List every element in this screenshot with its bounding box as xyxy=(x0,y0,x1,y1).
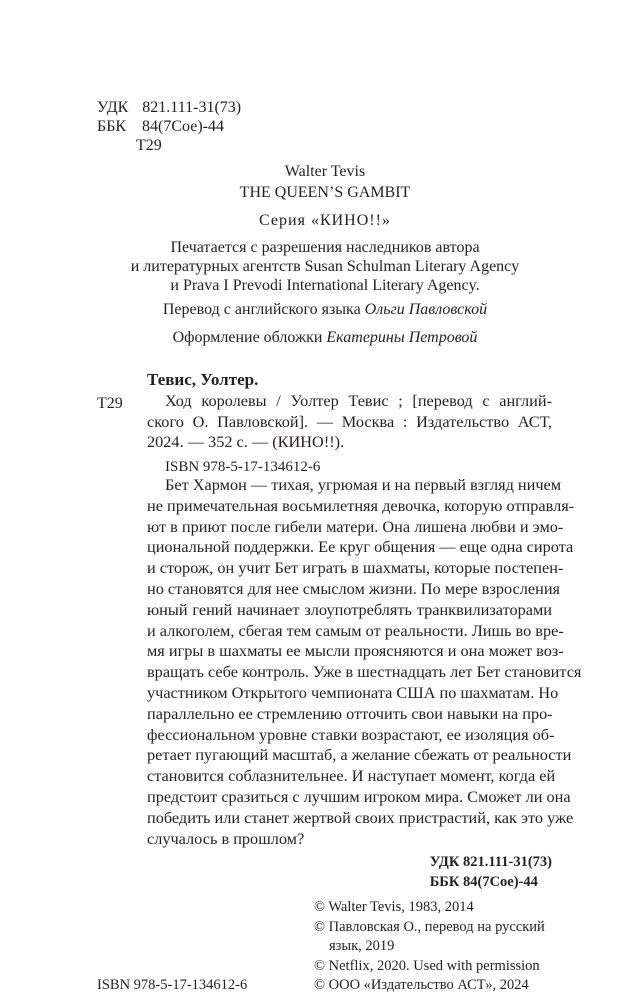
copyright-line: © ООО «Издательство АСТ», 2024 xyxy=(314,977,529,993)
description-line: параллельно ее стремлению отточить свои навыки на про- xyxy=(147,703,553,723)
biblio-line-2: ского О. Павловской]. — Москва : Издательство АСТ, xyxy=(147,411,552,431)
footer-isbn: ISBN 978-5-17-134612-6 xyxy=(97,977,248,993)
cover-prefix: Оформление обложки xyxy=(172,329,327,346)
biblio-line-1: Ход королевы / Уолтер Тевис ; [перевод с англий- xyxy=(165,391,552,410)
copyright-line: © Netflix, 2020. Used with permission xyxy=(314,957,540,974)
codes-block xyxy=(430,852,552,892)
description-line: и алкоголем, сбегая тем самым от реальности. Лишь во вре- xyxy=(147,620,564,640)
permission-line-2: и литературных агентств Susan Schulman Literary Agency xyxy=(130,258,520,275)
series: Серия «КИНО!!» xyxy=(259,212,391,229)
description-line: мя игры в шахматы ее мысли проясняются и она может воз- xyxy=(147,641,564,661)
description-line: победить или станет жертвой своих пристрастий, как это уже xyxy=(147,807,574,827)
description-line: участником Открытого чемпионата США по шахматам. Но xyxy=(147,682,559,702)
author-sign-top: Т29 xyxy=(136,137,162,154)
bbk-value: 84(7Сое)-44 xyxy=(142,118,224,135)
cover-credit xyxy=(85,326,565,349)
biblio-line-3: 2024. — 352 с. — (КИНО!!). xyxy=(147,432,345,451)
author-en: Walter Tevis xyxy=(284,163,366,180)
description-line: не примечательная восьмилетняя девочка, которую отправля- xyxy=(147,495,575,515)
copyright-line: © Walter Tevis, 1983, 2014 xyxy=(314,899,474,915)
udk-label: УДК xyxy=(97,99,129,116)
description-line: Бет Хармон — тихая, угрюмая и на первый взгляд ничем xyxy=(165,475,562,494)
biblio-isbn: ISBN 978-5-17-134612-6 xyxy=(165,459,321,475)
description-line: юный гений начинает злоупотреблять транквилизаторами xyxy=(147,599,552,619)
bbk-code: ББК 84(7Сое)-44 xyxy=(429,874,538,890)
description-line: случалось в прошлом? xyxy=(147,828,305,848)
book-description xyxy=(147,475,582,849)
udk-code: УДК 821.111-31(73) xyxy=(429,854,552,870)
copyright-line: язык, 2019 xyxy=(329,938,395,954)
description-line: вращать себе контроль. Уже в шестнадцать лет Бет становится xyxy=(147,662,582,682)
copyright-block xyxy=(314,898,545,996)
copyright-line: © Павловская О., перевод на русский xyxy=(314,918,545,935)
description-line: становится соблазнительнее. И наступает момент, когда ей xyxy=(147,766,556,786)
translator-name: Ольги Павловской xyxy=(364,301,488,318)
permission-line-3: и Prava I Prevodi International Literary Agency. xyxy=(170,277,480,294)
description-line: но становятся для нее смыслом жизни. По мере взросления xyxy=(147,578,561,598)
author-sign-biblio: Т29 xyxy=(97,395,123,412)
description-line: фессиональном уровне ставки возрастают, ее изоляция об- xyxy=(147,724,555,744)
biblio-heading: Тевис, Уолтер. xyxy=(147,370,259,389)
udk-value: 821.111-31(73) xyxy=(142,99,242,116)
description-line: ют в приют после гибели матери. Она лишена любви и эмо- xyxy=(147,516,564,536)
translation-credit xyxy=(85,298,565,321)
cover-artist-name: Екатерины Петровой xyxy=(326,329,478,346)
translation-prefix: Перевод с английского языка xyxy=(162,301,365,318)
title-en: THE QUEEN’S GAMBIT xyxy=(239,184,411,201)
description-line: ретает пугающий масштаб, а желание сбежать от реальности xyxy=(147,745,572,765)
description-line: циональной поддержки. Ее круг общения — еще одна сирота xyxy=(147,537,574,557)
permission-line-1: Печатается с разрешения наследников автора xyxy=(170,239,480,256)
biblio-record xyxy=(147,391,552,453)
description-line: и сторож, он учит Бет играть в шахматы, которые постепен- xyxy=(147,558,564,578)
bbk-label: ББК xyxy=(97,118,127,135)
description-line: предстоит сразиться с лучшим игроком мира. Сможет ли она xyxy=(147,786,571,806)
